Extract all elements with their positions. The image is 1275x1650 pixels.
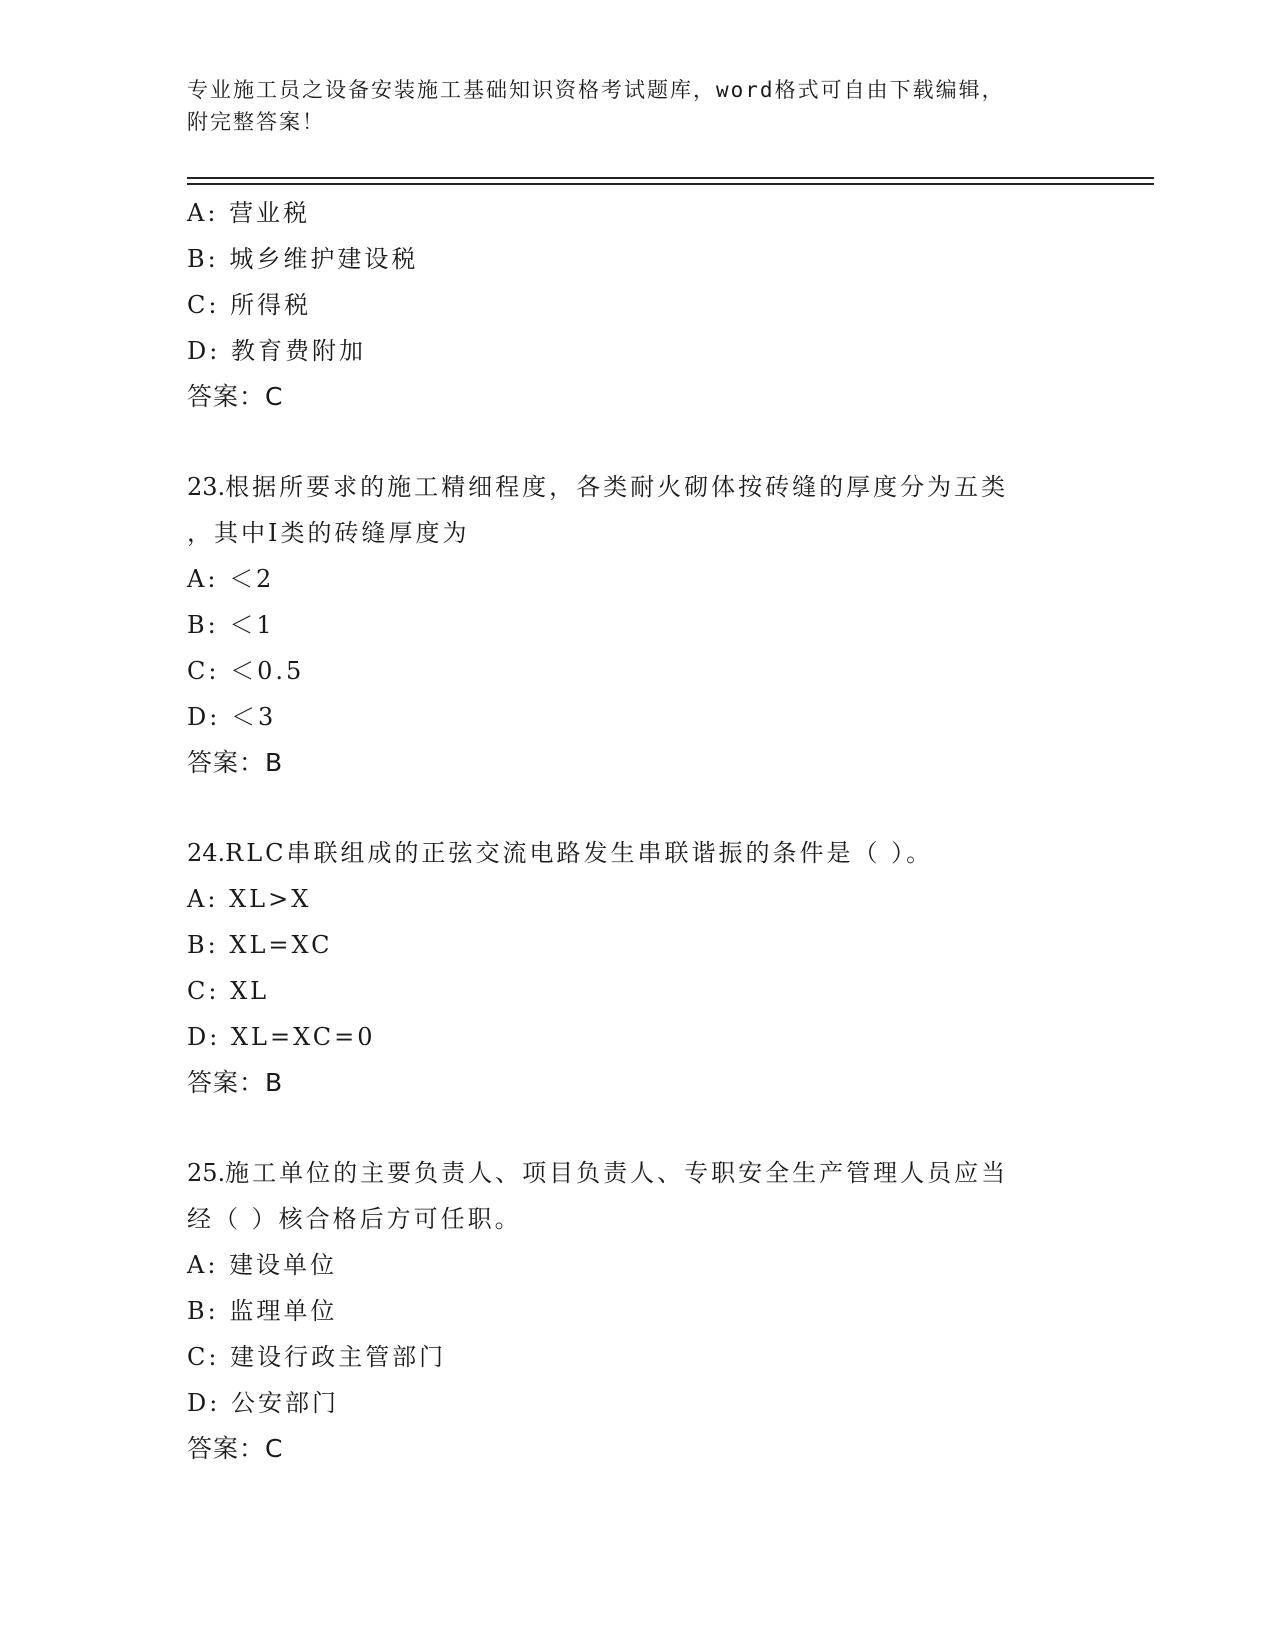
header-line-2: 附完整答案！ xyxy=(187,110,325,134)
option-b: B: XL=XC xyxy=(187,931,333,959)
header-divider-bottom xyxy=(187,183,1154,185)
answer: 答案：C xyxy=(187,1434,284,1463)
question-text: 25.施工单位的主要负责人、项目负责人、专职安全生产管理人员应当 经（ ）核合格后方可任职。 xyxy=(187,1159,1009,1233)
answer: 答案：B xyxy=(187,1068,284,1097)
answer: 答案：C xyxy=(187,382,284,411)
option-c: C: 所得税 xyxy=(187,291,312,319)
question-number: 23. xyxy=(187,473,226,501)
header-line-1: 专业施工员之设备安装施工基础知识资格考试题库，word格式可自由下载编辑， xyxy=(187,78,1005,102)
option-c: C: ＜0.5 xyxy=(187,657,305,685)
option-b: B: ＜1 xyxy=(187,611,275,639)
option-d: D: ＜3 xyxy=(187,703,277,731)
question-number: 25. xyxy=(187,1159,226,1187)
option-b: B: 城乡维护建设税 xyxy=(187,245,419,273)
option-d: D: 教育费附加 xyxy=(187,337,366,365)
question-23 xyxy=(187,464,1087,786)
spacer xyxy=(187,420,1087,464)
option-c: C: 建设行政主管部门 xyxy=(187,1343,447,1371)
question-22 xyxy=(187,190,1087,420)
question-text: 24.RLC串联组成的正弦交流电路发生串联谐振的条件是（ ）。 xyxy=(187,839,934,867)
header-divider-top xyxy=(187,177,1154,179)
question-number: 24. xyxy=(187,839,226,867)
option-c: C: XL xyxy=(187,977,270,1005)
option-a: A: XL>X xyxy=(187,885,312,913)
option-b: B: 监理单位 xyxy=(187,1297,338,1325)
question-list xyxy=(187,190,1087,1472)
option-a: A: ＜2 xyxy=(187,565,275,593)
question-24 xyxy=(187,830,1087,1106)
option-d: D: XL=XC=0 xyxy=(187,1023,376,1051)
question-text: 23.根据所要求的施工精细程度，各类耐火砌体按砖缝的厚度分为五类 ，其中Ⅰ类的砖缝厚度为 xyxy=(187,473,1009,547)
option-a: A: 建设单位 xyxy=(187,1251,338,1279)
spacer xyxy=(187,786,1087,830)
document-header xyxy=(187,74,1087,138)
option-d: D: 公安部门 xyxy=(187,1389,339,1417)
answer: 答案：B xyxy=(187,748,284,777)
question-25 xyxy=(187,1150,1087,1472)
spacer xyxy=(187,1106,1087,1150)
option-a: A: 营业税 xyxy=(187,199,311,227)
